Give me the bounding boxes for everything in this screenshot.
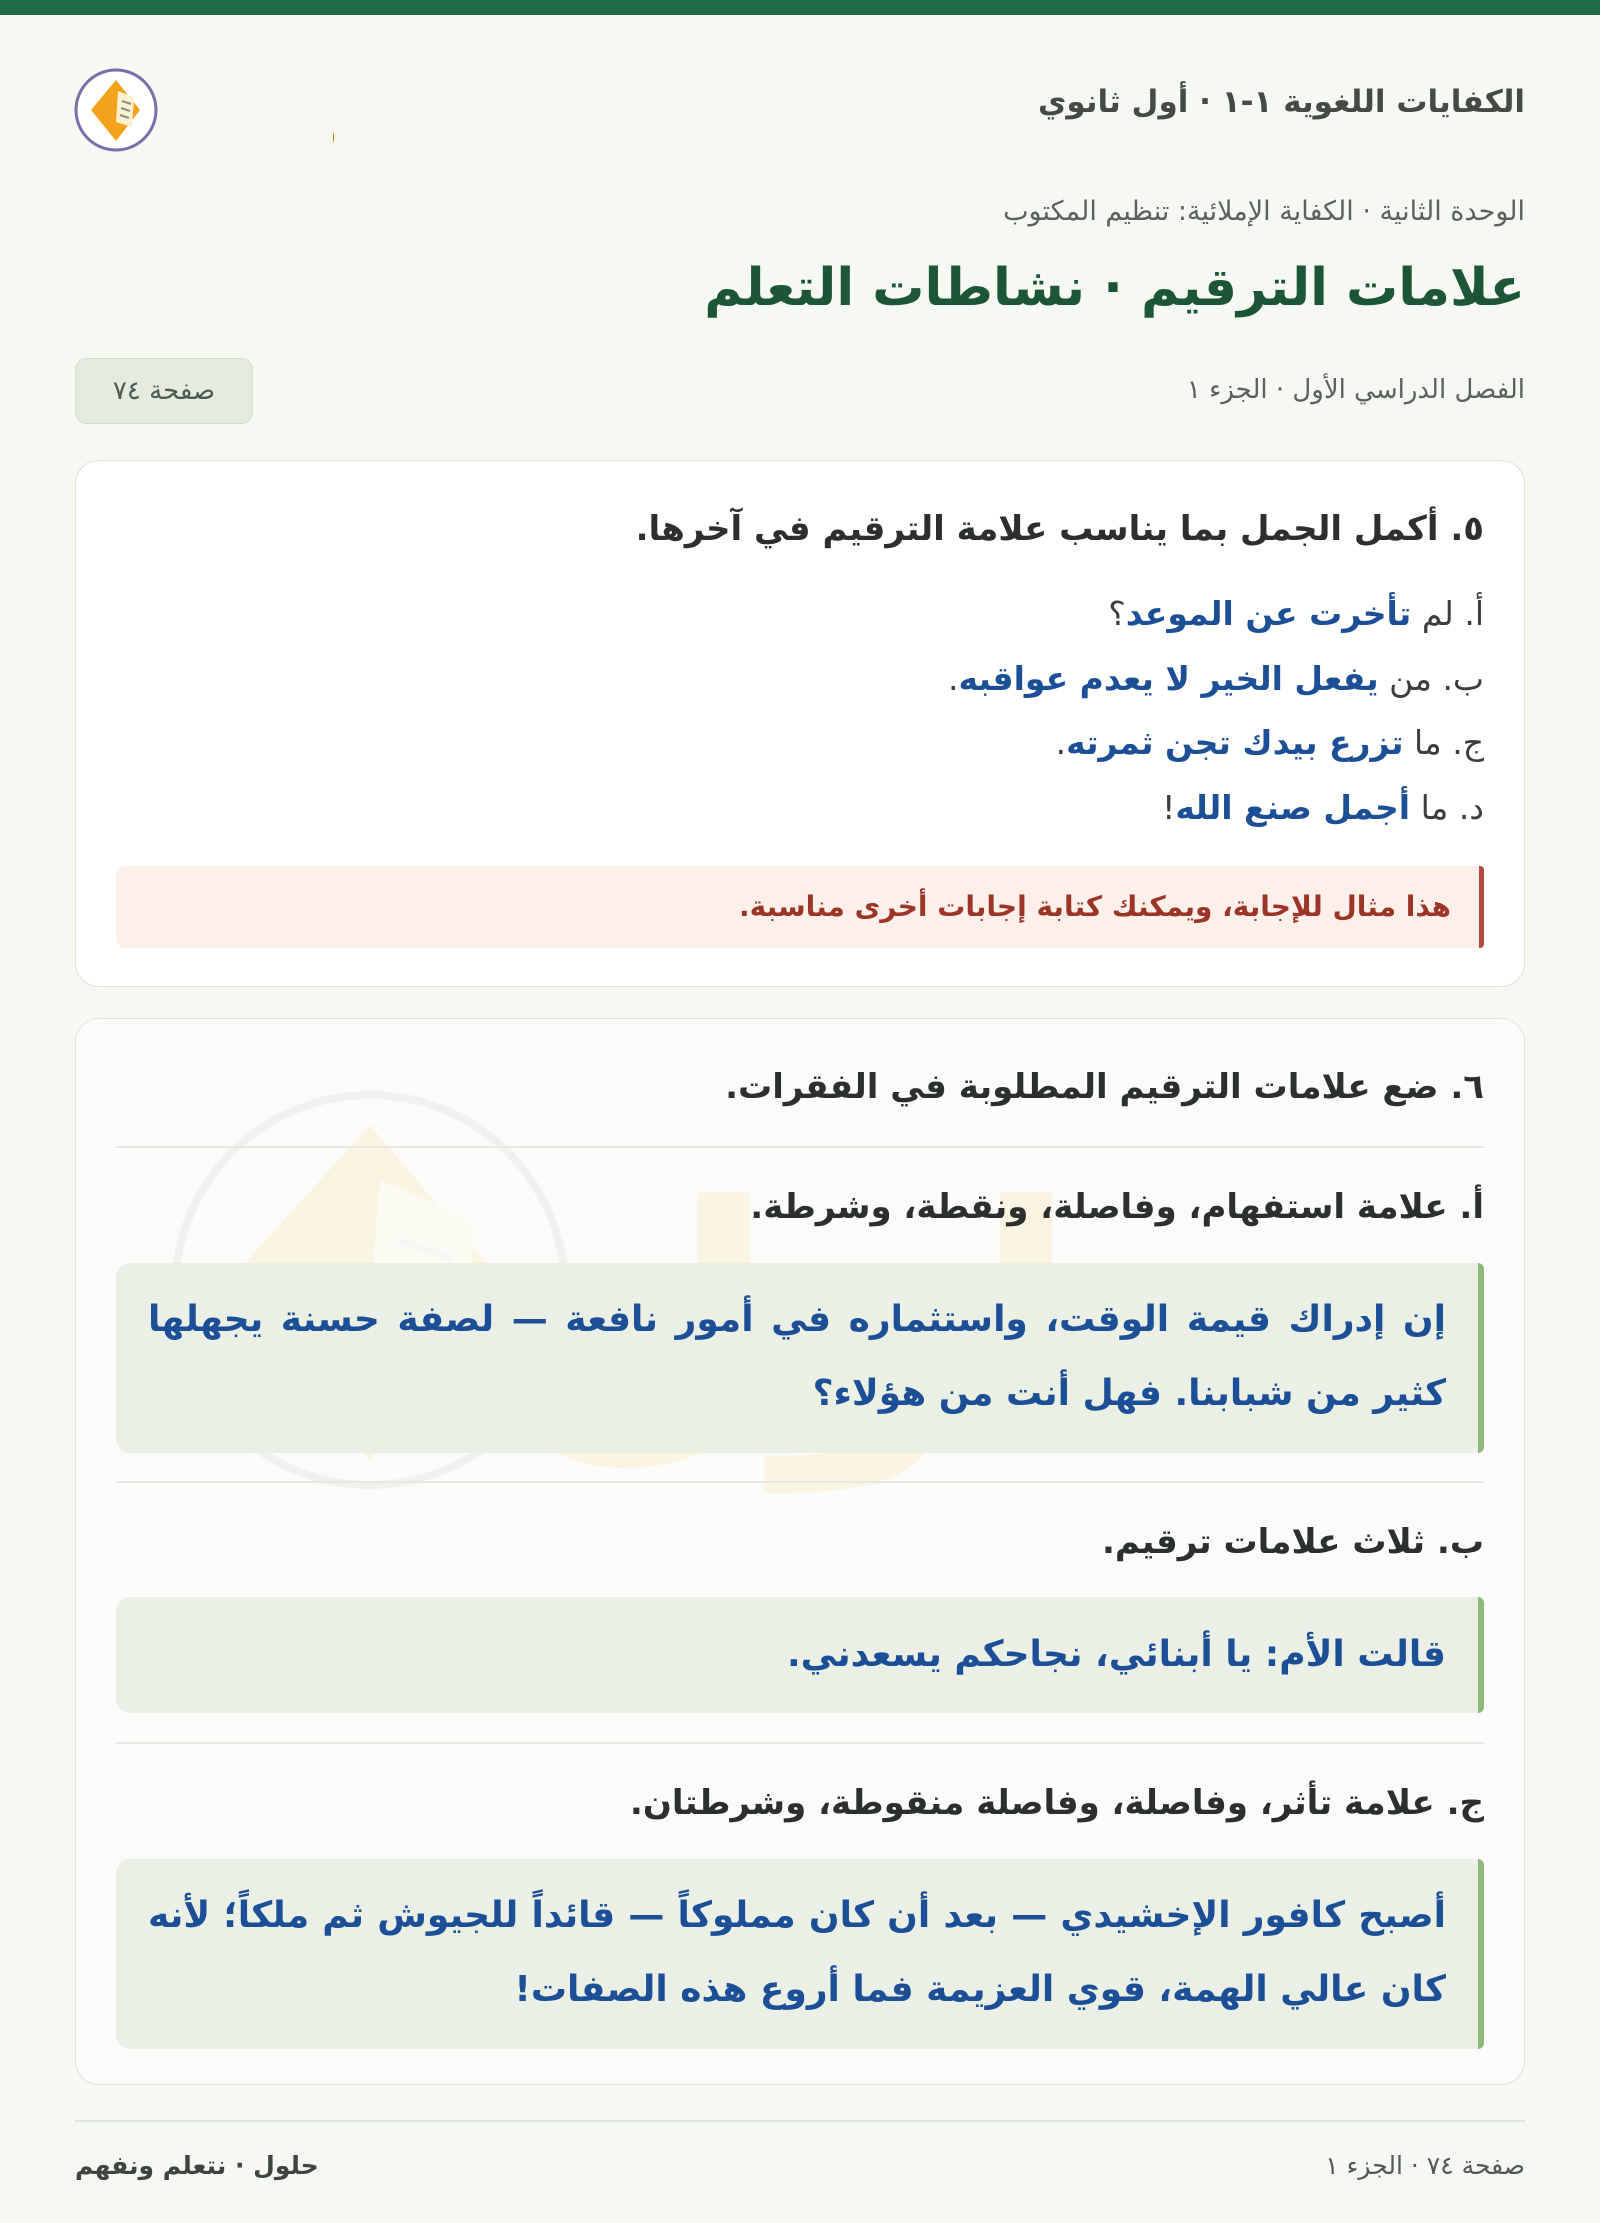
q5-item-b <box>948 659 1484 698</box>
divider <box>116 1146 1484 1148</box>
logo-emblem-icon <box>74 55 334 165</box>
top-accent-bar <box>0 0 1600 15</box>
divider <box>116 1742 1484 1744</box>
divider <box>116 1481 1484 1483</box>
item-answer: تأخرت عن الموعد <box>1125 594 1412 633</box>
answer-note-text: هذا مثال للإجابة، ويمكنك كتابة إجابات أخرى مناسبة. <box>739 890 1451 923</box>
page-number-badge: صفحة ٧٤ <box>75 358 253 424</box>
footer-brand-tagline: حلول · نتعلم ونفهم <box>75 2151 319 2180</box>
item-answer: تزرع بيدك تجن ثمرته <box>1066 723 1404 762</box>
footer-page-info: صفحة ٧٤ · الجزء ١ <box>1325 2151 1525 2180</box>
unit-breadcrumb: الوحدة الثانية · الكفاية الإملائية: تنظيم المكتوب <box>1003 196 1525 227</box>
question-6-card <box>75 1018 1525 2085</box>
semester-label: الفصل الدراسي الأول · الجزء ١ <box>1186 375 1525 405</box>
footer-divider <box>75 2120 1525 2122</box>
item-prefix: أ. لم <box>1421 594 1484 633</box>
q6-part-c-answer-box <box>116 1859 1484 2049</box>
item-mark: ؟ <box>1108 594 1126 633</box>
item-mark: . <box>1055 723 1067 762</box>
item-prefix: ب. من <box>1389 659 1484 698</box>
q6-part-a-answer-box <box>116 1263 1484 1453</box>
q5-item-c <box>1056 723 1484 762</box>
question-5-title: ٥. أكمل الجمل بما يناسب علامة الترقيم في آخرها. <box>635 509 1484 549</box>
q6-part-a-answer: إن إدراك قيمة الوقت، واستثماره في أمور نافعة — لصفة حسنة يجهلها كثير من شبابنا. فهل أنت من هؤلاء؟ <box>148 1299 1446 1414</box>
question-5-card <box>75 460 1525 987</box>
item-prefix: د. ما <box>1420 788 1484 827</box>
brand-logo[interactable] <box>74 55 334 165</box>
logo-text <box>329 79 334 157</box>
q6-part-b-label: ب. ثلاث علامات ترقيم. <box>1101 1522 1484 1562</box>
q6-part-c-answer: أصبح كافور الإخشيدي — بعد أن كان مملوكاً — قائداً للجيوش ثم ملكاً؛ لأنه كان عالي الهمة، قوي العزيمة فما أروع هذه الصفات! <box>148 1895 1446 2010</box>
page-title: علامات الترقيم · نشاطات التعلم <box>704 258 1525 318</box>
q6-part-c-label: ج. علامة تأثر، وفاصلة، وفاصلة منقوطة، وشرطتان. <box>629 1783 1484 1823</box>
q6-part-a-label: أ. علامة استفهام، وفاصلة، ونقطة، وشرطة. <box>750 1187 1484 1227</box>
q6-part-b-answer-box <box>116 1597 1484 1713</box>
q6-part-b-answer: قالت الأم: يا أبنائي، نجاحكم يسعدني. <box>786 1634 1446 1675</box>
item-answer: يفعل الخير لا يعدم عواقبه <box>958 659 1379 698</box>
item-answer: أجمل صنع الله <box>1175 788 1411 827</box>
answer-note <box>116 866 1484 948</box>
q5-item-d <box>1162 788 1484 827</box>
item-mark: . <box>948 659 959 698</box>
item-prefix: ج. ما <box>1413 723 1484 762</box>
item-mark: ! <box>1162 788 1176 827</box>
question-6-title: ٦. ضع علامات الترقيم المطلوبة في الفقرات. <box>725 1067 1484 1107</box>
course-title: الكفايات اللغوية ١-١ · أول ثانوي <box>1038 84 1525 120</box>
q5-item-a <box>1108 594 1484 633</box>
